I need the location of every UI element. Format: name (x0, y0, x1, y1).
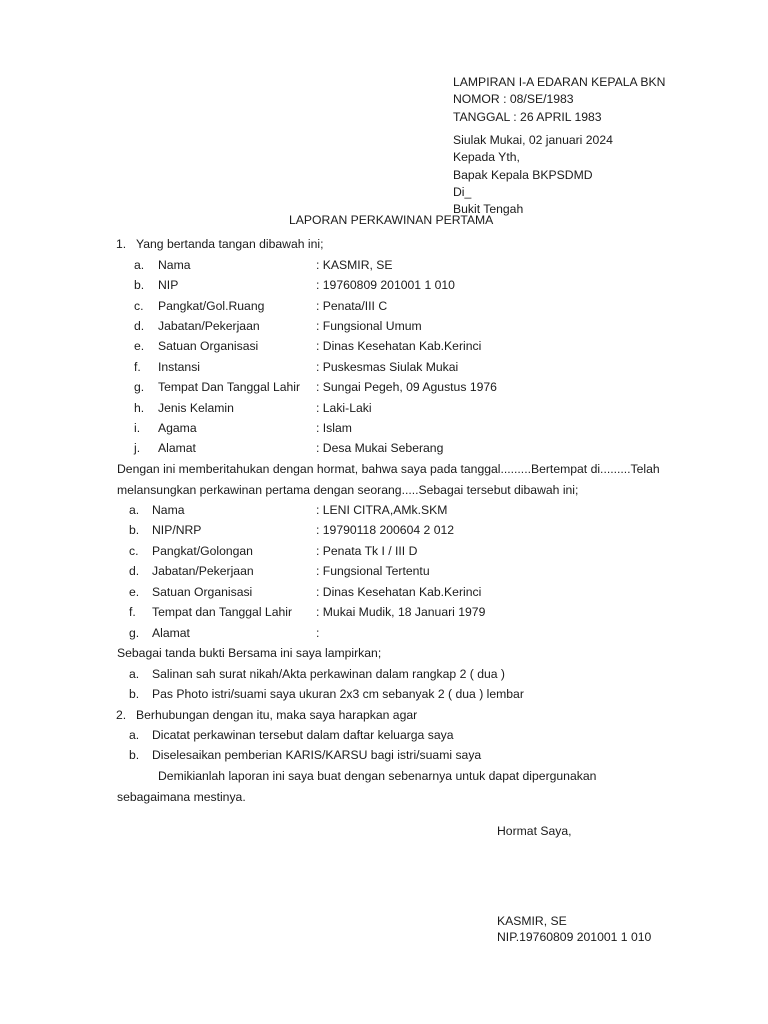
section1-number: 1. (116, 237, 127, 251)
list-item (0, 685, 768, 703)
item-label: Pangkat/Golongan (152, 544, 253, 558)
section2-intro: Berhubungan dengan itu, maka saya harapkan agar (136, 708, 418, 722)
list-item (0, 562, 768, 580)
proof-intro: Sebagai tanda bukti Bersama ini saya lampirkan; (117, 646, 382, 660)
section1-heading (0, 235, 768, 253)
item-label: Jenis Kelamin (158, 401, 234, 415)
item-label: Tempat dan Tanggal Lahir (152, 605, 293, 619)
item-letter: g. (134, 380, 145, 394)
bapak-text: Bapak Kepala BKPSDMD (453, 167, 593, 182)
lokasi-text: Bukit Tengah (453, 202, 524, 217)
list-item (0, 297, 768, 315)
item-text: Diselesaikan pemberian KARIS/KARSU bagi istri/suami saya (152, 748, 482, 762)
item-letter: d. (134, 319, 145, 333)
item-value: : Penata/III C (316, 299, 388, 313)
item-value: : Penata Tk I / III D (316, 544, 418, 558)
item-value: : Laki-Laki (316, 401, 372, 415)
section1-intro: Yang bertanda tangan dibawah ini; (136, 237, 324, 251)
list-item (0, 337, 768, 355)
item-label: Tempat Dan Tanggal Lahir (158, 380, 301, 394)
item-value: : Mukai Mudik, 18 Januari 1979 (316, 605, 486, 619)
notice-line-2: melansungkan perkawinan pertama dengan seorang.....Sebagai tersebut dibawah ini; (117, 483, 579, 497)
signature-greeting: Hormat Saya, (497, 824, 572, 838)
item-label: Jabatan/Pekerjaan (152, 564, 254, 578)
item-value: : (316, 626, 320, 640)
signature-name: KASMIR, SE (497, 914, 567, 928)
item-text: Dicatat perkawinan tersebut dalam daftar keluarga saya (152, 728, 454, 742)
closing-line-2: sebagaimana mestinya. (117, 790, 246, 804)
kepada-text: Kepada Yth, (453, 150, 520, 165)
item-letter: a. (129, 728, 140, 742)
item-value: : KASMIR, SE (316, 258, 393, 272)
item-label: Satuan Organisasi (152, 585, 253, 599)
list-item (0, 665, 768, 683)
list-item (0, 726, 768, 744)
item-letter: b. (129, 748, 140, 762)
item-letter: f. (134, 360, 141, 374)
item-label: Nama (152, 503, 185, 517)
header-block (453, 73, 665, 125)
item-letter: f. (129, 605, 136, 619)
list-item (0, 501, 768, 519)
item-value: : Desa Mukai Seberang (316, 441, 444, 455)
item-label: NIP (158, 278, 179, 292)
item-label: Alamat (158, 441, 196, 455)
list-item (0, 746, 768, 764)
item-letter: b. (129, 523, 140, 537)
item-text: Pas Photo istri/suami saya ukuran 2x3 cm sebanyak 2 ( dua ) lembar (152, 687, 524, 701)
item-text: Salinan sah surat nikah/Akta perkawinan dalam rangkap 2 ( dua ) (152, 667, 505, 681)
item-letter: e. (129, 585, 140, 599)
list-item (0, 399, 768, 417)
list-item (0, 358, 768, 376)
section2-heading (0, 706, 768, 724)
item-letter: a. (129, 667, 140, 681)
item-letter: a. (134, 258, 145, 272)
section2-number: 2. (116, 708, 127, 722)
nomor-text: NOMOR : 08/SE/1983 (453, 92, 574, 107)
notice-line-1: Dengan ini memberitahukan dengan hormat, bahwa saya pada tanggal.........Bertempat di.........Telah (117, 462, 660, 476)
item-label: Satuan Organisasi (158, 339, 259, 353)
item-label: Alamat (152, 626, 190, 640)
list-item (0, 583, 768, 601)
item-value: : 19760809 201001 1 010 (316, 278, 455, 292)
lampiran-text: LAMPIRAN I-A EDARAN KEPALA BKN (453, 75, 666, 89)
item-value: : 19790118 200604 2 012 (316, 523, 455, 537)
item-label: Instansi (158, 360, 201, 374)
tanggal-text: TANGGAL : 26 APRIL 1983 (453, 109, 602, 124)
item-letter: b. (134, 278, 145, 292)
list-item (0, 603, 768, 621)
signature-nip: NIP.19760809 201001 1 010 (497, 930, 652, 944)
list-item (0, 317, 768, 335)
item-letter: a. (129, 503, 140, 517)
place-date-text: Siulak Mukai, 02 januari 2024 (453, 133, 613, 147)
item-letter: j. (134, 441, 141, 455)
list-item (0, 521, 768, 539)
document-title: LAPORAN PERKAWINAN PERTAMA (289, 213, 494, 227)
list-item (0, 256, 768, 274)
item-label: Agama (158, 421, 197, 435)
item-letter: e. (134, 339, 145, 353)
item-letter: i. (134, 421, 141, 435)
list-item (0, 276, 768, 294)
closing-line-1: Demikianlah laporan ini saya buat dengan sebenarnya untuk dapat dipergunakan (158, 769, 597, 783)
item-label: Pangkat/Gol.Ruang (158, 299, 265, 313)
list-item (0, 419, 768, 437)
list-item (0, 542, 768, 560)
item-letter: d. (129, 564, 140, 578)
item-value: : Islam (316, 421, 352, 435)
item-value: : Fungsional Umum (316, 319, 422, 333)
item-value: : Sungai Pegeh, 09 Agustus 1976 (316, 380, 497, 394)
item-letter: c. (129, 544, 139, 558)
item-label: Jabatan/Pekerjaan (158, 319, 260, 333)
di-text: Di_ (453, 184, 472, 199)
item-letter: h. (134, 401, 145, 415)
list-item (0, 378, 768, 396)
item-letter: g. (129, 626, 140, 640)
list-item (0, 624, 768, 642)
item-letter: c. (134, 299, 144, 313)
item-label: Nama (158, 258, 191, 272)
item-value: : LENI CITRA,AMk.SKM (316, 503, 448, 517)
recipient-block (453, 131, 613, 217)
item-value: : Puskesmas Siulak Mukai (316, 360, 459, 374)
item-letter: b. (129, 687, 140, 701)
item-value: : Dinas Kesehatan Kab.Kerinci (316, 585, 482, 599)
item-value: : Dinas Kesehatan Kab.Kerinci (316, 339, 482, 353)
item-label: NIP/NRP (152, 523, 202, 537)
item-value: : Fungsional Tertentu (316, 564, 430, 578)
list-item (0, 439, 768, 457)
